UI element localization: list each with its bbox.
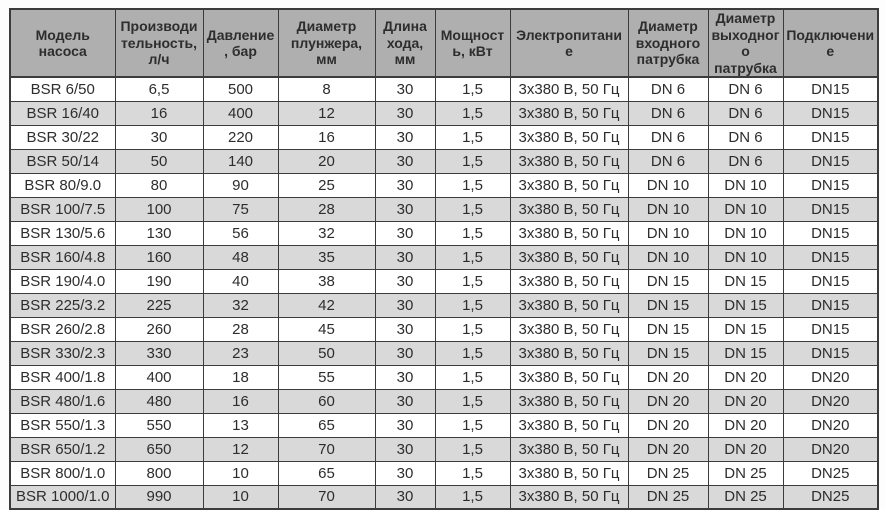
value-cell: DN 10	[628, 221, 708, 245]
value-cell: 75	[203, 197, 278, 221]
value-cell: 25	[278, 173, 375, 197]
table-body	[10, 77, 878, 509]
value-cell: 330	[115, 341, 203, 365]
value-cell: DN20	[783, 413, 878, 437]
table-row	[10, 293, 878, 317]
model-cell: BSR 6/50	[10, 77, 115, 101]
model-cell: BSR 550/1.3	[10, 413, 115, 437]
value-cell: DN 6	[708, 125, 783, 149]
value-cell: 90	[203, 173, 278, 197]
model-cell: BSR 130/5.6	[10, 221, 115, 245]
value-cell: DN15	[783, 101, 878, 125]
value-cell: 30	[375, 269, 435, 293]
model-cell: BSR 30/22	[10, 125, 115, 149]
table-row	[10, 125, 878, 149]
value-cell: 40	[203, 269, 278, 293]
value-cell: DN 15	[708, 341, 783, 365]
value-cell: 30	[375, 293, 435, 317]
value-cell: DN 10	[708, 245, 783, 269]
value-cell: 30	[375, 77, 435, 101]
model-cell: BSR 480/1.6	[10, 389, 115, 413]
value-cell: DN 20	[628, 413, 708, 437]
value-cell: 3х380 В, 50 Гц	[510, 221, 628, 245]
value-cell: DN 6	[628, 125, 708, 149]
value-cell: DN 25	[628, 461, 708, 485]
value-cell: 800	[115, 461, 203, 485]
value-cell: DN20	[783, 365, 878, 389]
value-cell: 3х380 В, 50 Гц	[510, 461, 628, 485]
value-cell: 10	[203, 461, 278, 485]
table-row	[10, 341, 878, 365]
value-cell: 32	[278, 221, 375, 245]
table-row	[10, 461, 878, 485]
value-cell: DN 25	[628, 485, 708, 509]
value-cell: 28	[203, 317, 278, 341]
value-cell: 6,5	[115, 77, 203, 101]
value-cell: DN 6	[628, 149, 708, 173]
value-cell: 30	[375, 245, 435, 269]
table-row	[10, 101, 878, 125]
table-row	[10, 389, 878, 413]
value-cell: 42	[278, 293, 375, 317]
pump-spec-table	[9, 8, 879, 510]
value-cell: 30	[375, 317, 435, 341]
value-cell: DN 20	[708, 413, 783, 437]
value-cell: 1,5	[435, 413, 510, 437]
column-header: Диаметр выходного патрубка	[708, 9, 783, 77]
value-cell: DN 20	[708, 365, 783, 389]
value-cell: 55	[278, 365, 375, 389]
value-cell: 30	[375, 413, 435, 437]
model-cell: BSR 650/1.2	[10, 437, 115, 461]
value-cell: 1,5	[435, 101, 510, 125]
value-cell: 225	[115, 293, 203, 317]
value-cell: 12	[203, 437, 278, 461]
model-cell: BSR 80/9.0	[10, 173, 115, 197]
value-cell: 1,5	[435, 221, 510, 245]
value-cell: DN15	[783, 245, 878, 269]
table-row	[10, 269, 878, 293]
value-cell: 56	[203, 221, 278, 245]
value-cell: DN15	[783, 317, 878, 341]
value-cell: 1,5	[435, 389, 510, 413]
value-cell: 160	[115, 245, 203, 269]
column-header: Диаметр входного патрубка	[628, 9, 708, 77]
value-cell: 480	[115, 389, 203, 413]
value-cell: 28	[278, 197, 375, 221]
value-cell: 30	[375, 125, 435, 149]
value-cell: 1,5	[435, 149, 510, 173]
value-cell: 1,5	[435, 245, 510, 269]
value-cell: DN 15	[628, 317, 708, 341]
column-header: Модель насоса	[10, 9, 115, 77]
column-header: Мощность, кВт	[435, 9, 510, 77]
table-row	[10, 77, 878, 101]
value-cell: DN 20	[628, 389, 708, 413]
value-cell: 3х380 В, 50 Гц	[510, 173, 628, 197]
model-cell: BSR 1000/1.0	[10, 485, 115, 509]
table-row	[10, 245, 878, 269]
column-header: Диаметр плунжера, мм	[278, 9, 375, 77]
value-cell: 1,5	[435, 365, 510, 389]
value-cell: 12	[278, 101, 375, 125]
value-cell: 3х380 В, 50 Гц	[510, 77, 628, 101]
value-cell: 3х380 В, 50 Гц	[510, 245, 628, 269]
column-header: Подключение	[783, 9, 878, 77]
table-row	[10, 197, 878, 221]
header-row	[10, 9, 878, 77]
value-cell: DN 15	[628, 293, 708, 317]
value-cell: DN15	[783, 125, 878, 149]
value-cell: 30	[375, 197, 435, 221]
value-cell: DN15	[783, 293, 878, 317]
value-cell: DN 6	[708, 77, 783, 101]
value-cell: 1,5	[435, 125, 510, 149]
value-cell: 60	[278, 389, 375, 413]
value-cell: 650	[115, 437, 203, 461]
value-cell: 3х380 В, 50 Гц	[510, 101, 628, 125]
model-cell: BSR 16/40	[10, 101, 115, 125]
value-cell: 1,5	[435, 77, 510, 101]
table-header	[10, 9, 878, 77]
value-cell: 400	[203, 101, 278, 125]
value-cell: 32	[203, 293, 278, 317]
model-cell: BSR 225/3.2	[10, 293, 115, 317]
value-cell: 3х380 В, 50 Гц	[510, 341, 628, 365]
table-row	[10, 437, 878, 461]
table-row	[10, 221, 878, 245]
value-cell: 1,5	[435, 173, 510, 197]
value-cell: DN25	[783, 485, 878, 509]
value-cell: 3х380 В, 50 Гц	[510, 485, 628, 509]
value-cell: 140	[203, 149, 278, 173]
value-cell: 130	[115, 221, 203, 245]
value-cell: 1,5	[435, 197, 510, 221]
value-cell: DN15	[783, 173, 878, 197]
value-cell: DN 15	[708, 269, 783, 293]
value-cell: 3х380 В, 50 Гц	[510, 437, 628, 461]
value-cell: DN 15	[708, 293, 783, 317]
value-cell: DN25	[783, 461, 878, 485]
value-cell: 30	[375, 389, 435, 413]
value-cell: 1,5	[435, 437, 510, 461]
value-cell: 3х380 В, 50 Гц	[510, 149, 628, 173]
value-cell: 100	[115, 197, 203, 221]
value-cell: 260	[115, 317, 203, 341]
value-cell: DN 10	[628, 197, 708, 221]
value-cell: DN15	[783, 197, 878, 221]
value-cell: DN 15	[628, 341, 708, 365]
value-cell: DN 6	[628, 101, 708, 125]
value-cell: 1,5	[435, 461, 510, 485]
value-cell: DN15	[783, 341, 878, 365]
value-cell: 65	[278, 413, 375, 437]
model-cell: BSR 160/4.8	[10, 245, 115, 269]
model-cell: BSR 100/7.5	[10, 197, 115, 221]
value-cell: 990	[115, 485, 203, 509]
value-cell: DN 20	[708, 437, 783, 461]
table-row	[10, 413, 878, 437]
value-cell: 30	[375, 365, 435, 389]
value-cell: 30	[375, 437, 435, 461]
value-cell: DN 10	[708, 197, 783, 221]
model-cell: BSR 260/2.8	[10, 317, 115, 341]
value-cell: 80	[115, 173, 203, 197]
value-cell: 3х380 В, 50 Гц	[510, 317, 628, 341]
value-cell: 3х380 В, 50 Гц	[510, 389, 628, 413]
value-cell: DN 15	[628, 269, 708, 293]
value-cell: 30	[375, 341, 435, 365]
value-cell: 30	[375, 173, 435, 197]
value-cell: 10	[203, 485, 278, 509]
value-cell: 1,5	[435, 317, 510, 341]
value-cell: DN 10	[708, 221, 783, 245]
table-row	[10, 317, 878, 341]
table-row	[10, 365, 878, 389]
value-cell: 30	[375, 461, 435, 485]
value-cell: 30	[375, 149, 435, 173]
column-header: Производительность, л/ч	[115, 9, 203, 77]
value-cell: 3х380 В, 50 Гц	[510, 293, 628, 317]
value-cell: 65	[278, 461, 375, 485]
value-cell: DN15	[783, 149, 878, 173]
value-cell: DN 6	[708, 149, 783, 173]
value-cell: 70	[278, 437, 375, 461]
value-cell: 500	[203, 77, 278, 101]
table-row	[10, 149, 878, 173]
value-cell: 45	[278, 317, 375, 341]
value-cell: 16	[278, 125, 375, 149]
value-cell: 35	[278, 245, 375, 269]
value-cell: DN 10	[628, 245, 708, 269]
column-header: Электропитание	[510, 9, 628, 77]
value-cell: 1,5	[435, 293, 510, 317]
value-cell: 400	[115, 365, 203, 389]
value-cell: 3х380 В, 50 Гц	[510, 125, 628, 149]
value-cell: 30	[115, 125, 203, 149]
value-cell: 3х380 В, 50 Гц	[510, 197, 628, 221]
value-cell: 550	[115, 413, 203, 437]
model-cell: BSR 800/1.0	[10, 461, 115, 485]
value-cell: DN 10	[708, 173, 783, 197]
value-cell: 70	[278, 485, 375, 509]
value-cell: DN 6	[628, 77, 708, 101]
value-cell: DN 20	[708, 389, 783, 413]
value-cell: 30	[375, 221, 435, 245]
value-cell: DN 25	[708, 461, 783, 485]
value-cell: 1,5	[435, 341, 510, 365]
value-cell: 8	[278, 77, 375, 101]
value-cell: DN 10	[628, 173, 708, 197]
value-cell: 48	[203, 245, 278, 269]
column-header: Длина хода, мм	[375, 9, 435, 77]
value-cell: 50	[115, 149, 203, 173]
value-cell: 30	[375, 485, 435, 509]
value-cell: DN15	[783, 269, 878, 293]
value-cell: 190	[115, 269, 203, 293]
table-row	[10, 173, 878, 197]
model-cell: BSR 400/1.8	[10, 365, 115, 389]
value-cell: 18	[203, 365, 278, 389]
model-cell: BSR 330/2.3	[10, 341, 115, 365]
value-cell: 23	[203, 341, 278, 365]
value-cell: 3х380 В, 50 Гц	[510, 413, 628, 437]
value-cell: DN20	[783, 389, 878, 413]
value-cell: 16	[115, 101, 203, 125]
value-cell: 38	[278, 269, 375, 293]
value-cell: DN 6	[708, 101, 783, 125]
value-cell: 3х380 В, 50 Гц	[510, 365, 628, 389]
value-cell: DN 20	[628, 365, 708, 389]
value-cell: 220	[203, 125, 278, 149]
value-cell: DN 15	[708, 317, 783, 341]
value-cell: DN 25	[708, 485, 783, 509]
value-cell: 13	[203, 413, 278, 437]
value-cell: DN 20	[628, 437, 708, 461]
value-cell: 16	[203, 389, 278, 413]
value-cell: 1,5	[435, 269, 510, 293]
value-cell: 30	[375, 101, 435, 125]
value-cell: DN20	[783, 437, 878, 461]
value-cell: 20	[278, 149, 375, 173]
model-cell: BSR 50/14	[10, 149, 115, 173]
value-cell: 1,5	[435, 485, 510, 509]
value-cell: DN15	[783, 221, 878, 245]
table-row	[10, 485, 878, 509]
column-header: Давление, бар	[203, 9, 278, 77]
value-cell: 3х380 В, 50 Гц	[510, 269, 628, 293]
value-cell: DN15	[783, 77, 878, 101]
model-cell: BSR 190/4.0	[10, 269, 115, 293]
value-cell: 50	[278, 341, 375, 365]
